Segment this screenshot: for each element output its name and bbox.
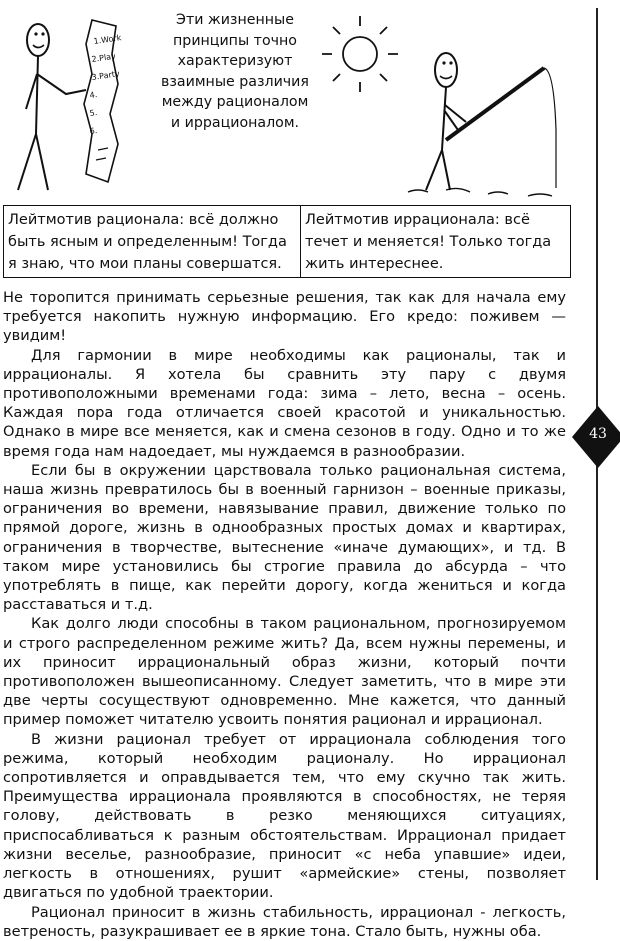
paragraph: Как долго люди способны в таком рациональном, прогнозируемом и строго распределенном режиме жить? Да, всем нужны перемены, и их приносит иррациональный образ жизни, который почти противоположен вышеописанному. Следует заметить, что в мире эти две черты сосуществуют одновременно. Мне кажется, что данный пример поможет читателю усвоить понятия рационал и иррационал. (3, 615, 566, 729)
list-line: 6. (89, 126, 98, 136)
body-text (3, 288, 566, 941)
caption-text: Эти жизненные принципы точно характеризуют взаимные различия между рационалом и иррационалом. (161, 12, 309, 131)
paragraph: В жизни рационал требует от иррационала соблюдения того режима, который необходим рационалу. Но иррационал сопротивляется и оправдывается тем, что ему скучно так жить. Преимущества иррационала проявляются в способностях, не теряя голову, действовать в резко меняющихся ситуациях, приспосабливаться к разным обстоятельствам. Иррационал придает жизни веселье, разнообразие, приносит «с неба упавшие» идеи, легкость в отношениях, рушит «армейские» стены, позволяет двигаться по удобной траектории. (3, 730, 566, 902)
paragraph: Если бы в окружении царствовала только рациональная система, наша жизнь превратилось бы в военный гарнизон – военные приказы, ограничения во времени, навязывание правил, движение только по прямой дороге, жизнь в однообразных простых домах и квартирах, ограничения в творчестве, вытеснение «иначе думающих», и тд. В таком мире установились бы строгие правила до абсурда – что употреблять в пище, как перейти дорогу, когда жениться и когда расставаться и т.д. (3, 461, 566, 614)
rational-motto-cell: Лейтмотив рационала: всё должно быть ясным и определенным! Тогда я знаю, что мои планы совершатся. (4, 206, 301, 277)
figure-eye (41, 32, 44, 35)
figure-eye (449, 61, 452, 64)
list-line: 3.Party (91, 69, 121, 82)
fishing-line (544, 68, 556, 188)
fishing-figure-with-sun-illustration (318, 10, 568, 200)
figure-body (36, 56, 38, 134)
list-line: 5. (89, 108, 98, 118)
fishing-rod (446, 68, 544, 140)
water-ripples (408, 188, 552, 196)
figure-arm (26, 74, 37, 109)
paragraph: Не торопится принимать серьезные решения, так как для начала ему требуется накопить нужную информацию. Его кредо: поживем — увидим! (3, 289, 566, 345)
list-line: 2.Play (91, 51, 117, 64)
list-line: 1.Work (93, 33, 122, 46)
figure-leg (442, 150, 450, 190)
figure-arm (37, 74, 86, 94)
figure-smile (440, 76, 452, 79)
figure-leg (18, 134, 36, 190)
figure-leg (36, 134, 48, 190)
illustration-caption (130, 10, 340, 133)
figure-head (435, 53, 457, 87)
figure-eye (442, 61, 445, 64)
stick-figure-with-list-illustration (8, 14, 128, 194)
paragraph: Рационал приносит в жизнь стабильность, иррационал - легкость, ветреность, разукрашивает ее в яркие тона. Стало быть, нужны оба. (3, 903, 566, 940)
list-line: 4. (89, 90, 98, 100)
figure-leg (426, 150, 442, 190)
figure-body (442, 87, 446, 150)
page-number: 43 (589, 426, 607, 442)
figure-smile (33, 45, 44, 48)
figure-eye (34, 32, 37, 35)
paragraph: Для гармонии в мире необходимы как рационалы, так и иррационалы. Я хотела бы сравнить эту пару с двумя противоположными временами года: зима – лето, весна – осень. Каждая пора года отличается своей красотой и уникальностью. Однако в мире все меняется, как и смена сезонов в году. Одно и то же время года нам надоедает, мы нуждаемся в разнообразии. (3, 346, 566, 460)
figure-arm (445, 105, 466, 122)
irrational-motto-cell: Лейтмотив иррационала: всё течет и меняется! Только тогда жить интереснее. (305, 212, 552, 272)
motto-comparison-table (3, 205, 571, 278)
figure-head (27, 24, 49, 56)
sun-icon (322, 16, 398, 92)
